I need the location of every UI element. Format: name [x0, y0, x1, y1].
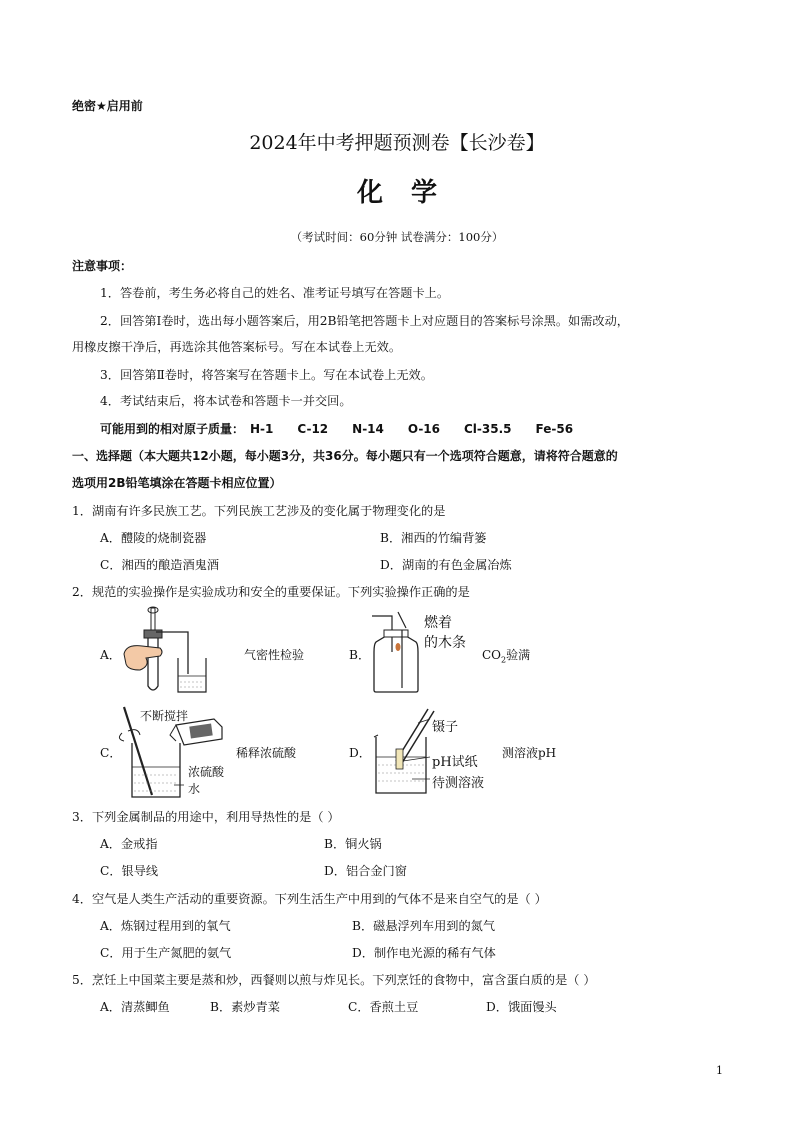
q4-option-d: D．制作电光源的稀有气体: [352, 946, 496, 960]
atomic-masses: [100, 420, 597, 437]
time-info: （考试时间：60分钟 试卷满分：100分）: [290, 230, 504, 244]
section-heading: 一、选择题（本大题共12小题，每小题3分，共36分。每小题只有一个选项符合题意，请将符合题意的: [72, 449, 618, 463]
section-heading-cont: 选项用2B铅笔填涂在答题卡相应位置）: [72, 476, 282, 490]
q1-option-a: A．醴陵的烧制瓷器: [100, 531, 207, 545]
notes-heading: 注意事项：: [72, 259, 133, 273]
atomic-mass-o: O-16: [407, 422, 440, 436]
q5-option-b: B．素炒青菜: [210, 1000, 280, 1014]
page-number: 1: [716, 1064, 723, 1077]
q5-option-c: C．香煎土豆: [348, 1000, 419, 1014]
q1-option-d: D．湖南的有色金属冶炼: [380, 558, 512, 572]
atomic-mass-h: H-1: [250, 422, 274, 436]
q5-stem: 5．烹饪上中国菜主要是蒸和炒，西餐则以煎与炸见长。下列烹饪的食物中，富含蛋白质的是（ ）: [72, 973, 596, 987]
q2-option-b-annot-burning: 燃着: [424, 615, 452, 631]
q2-option-b-letter: B．: [349, 648, 371, 662]
q2-option-d-letter: D．: [349, 746, 371, 760]
q5-option-d: D．饿面馒头: [486, 1000, 557, 1014]
q2-option-d-annot-solution: 待测溶液: [432, 776, 485, 791]
dilute-acid-figure: [118, 705, 228, 801]
q4-option-a: A．炼钢过程用到的氧气: [100, 919, 231, 933]
q1-option-b: B．湘西的竹编背篓: [380, 531, 487, 545]
note-item: 2．回答第Ⅰ卷时，选出每小题答案后，用2B铅笔把答题卡上对应题目的答案标号涂黑。如需改动，: [100, 314, 629, 328]
note-item: 1．答卷前，考生务必将自己的姓名、准考证号填写在答题卡上。: [100, 286, 450, 300]
atomic-mass-cl: Cl-35.5: [464, 422, 512, 436]
q2-option-c-letter: C．: [100, 746, 122, 760]
q3-option-b: B．铜火锅: [324, 837, 382, 851]
q4-stem: 4．空气是人类生产活动的重要资源。下列生活生产中用到的气体不是来自空气的是（ ）: [72, 892, 547, 906]
q2-option-a-letter: A．: [100, 648, 121, 662]
q2-option-c-annot-water: 水: [188, 782, 201, 796]
q1-stem: 1．湖南有许多民族工艺。下列民族工艺涉及的变化属于物理变化的是: [72, 504, 446, 518]
q4-option-b: B．磁悬浮列车用到的氮气: [352, 919, 496, 933]
atomic-mass-c: C-12: [297, 422, 329, 436]
q2-stem: 2．规范的实验操作是实验成功和安全的重要保证。下列实验操作正确的是: [72, 585, 470, 599]
q4-option-c: C．用于生产氮肥的氨气: [100, 946, 232, 960]
q2-option-c-annot-acid: 浓硫酸: [188, 765, 225, 779]
q2-option-a-label: 气密性检验: [244, 648, 305, 662]
q5-option-a: A．清蒸鲫鱼: [100, 1000, 170, 1014]
atomic-mass-fe: Fe-56: [535, 422, 574, 436]
q3-stem: 3．下列金属制品的用途中，利用导热性的是（ ）: [72, 810, 340, 824]
q2-option-d-annot-paper: pH试纸: [432, 755, 478, 770]
q1-option-c: C．湘西的酿造酒鬼酒: [100, 558, 220, 572]
q3-option-c: C．银导线: [100, 864, 159, 878]
q2-option-b-annot-splint: 的木条: [424, 635, 466, 651]
note-item: 用橡皮擦干净后，再选涂其他答案标号。写在本试卷上无效。: [72, 340, 402, 354]
airtightness-apparatus-figure: [122, 606, 222, 698]
q2-option-d-label: 测溶液pH: [502, 746, 557, 760]
atomic-mass-n: N-14: [352, 422, 384, 436]
confidential-mark: 绝密★启用前: [72, 99, 143, 113]
q2-option-d-annot-tweezers: 镊子: [432, 720, 459, 735]
q3-option-d: D．铝合金门窗: [324, 864, 407, 878]
q3-option-a: A．金戒指: [100, 837, 158, 851]
q2-option-b-label: $CO_2$验满: [482, 648, 531, 665]
co2-collection-bottle-figure: [368, 612, 428, 696]
exam-title: 2024年中考押题预测卷【长沙卷】: [249, 132, 545, 154]
note-item: 3．回答第Ⅱ卷时，将答案写在答题卡上。写在本试卷上无效。: [100, 368, 433, 382]
note-item: 4．考试结束后，将本试卷和答题卡一并交回。: [100, 394, 352, 408]
subject-title: 化学: [356, 178, 465, 208]
q2-option-c-label: 稀释浓硫酸: [236, 746, 297, 760]
q2-option-c-annot-stir: 不断搅拌: [140, 709, 189, 723]
atomic-mass-label: 可能用到的相对原子质量：: [100, 422, 245, 436]
